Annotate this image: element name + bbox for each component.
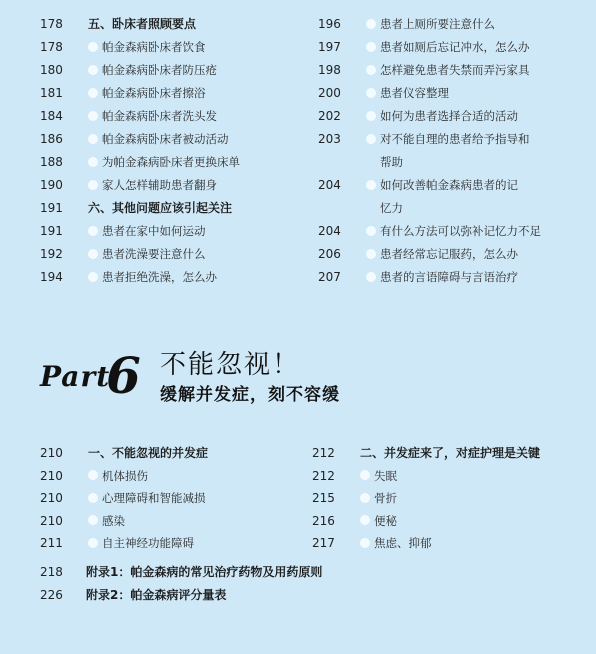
toc-section-heading (88, 197, 232, 219)
toc-entry-text: 患者洗澡要注意什么 (102, 247, 206, 261)
toc-entry-text: 感染 (102, 513, 125, 528)
toc-entry-text: 六、其他问题应该引起关注 (88, 201, 233, 215)
toc-entry-title (360, 510, 397, 532)
toc-entry-text: 患者拒绝洗澡，怎么办 (102, 270, 217, 284)
appendix-entry[interactable] (40, 584, 440, 606)
toc-entry-title (366, 174, 518, 196)
toc-entry[interactable] (312, 465, 582, 487)
toc-page-number: 203 (318, 132, 341, 146)
toc-entry[interactable] (40, 532, 310, 554)
toc-entry-title (88, 266, 217, 288)
bullet-icon (88, 134, 98, 144)
toc-entry-text: 患者经常忘记服药，怎么办 (380, 247, 518, 261)
toc-entry-text: 如何为患者选择合适的活动 (380, 109, 518, 123)
toc-entry[interactable] (312, 442, 582, 464)
toc-entry[interactable] (40, 13, 310, 35)
appendix-title: 附录1：帕金森病的常见治疗药物及用药原则 (86, 565, 323, 579)
toc-entry-title (366, 220, 541, 242)
toc-entry-text: 如何改善帕金森病患者的记 (380, 178, 518, 192)
toc-entry-title (366, 266, 518, 288)
part-title: 不能忽视！ (160, 350, 301, 380)
bullet-icon (366, 111, 376, 121)
toc-section-heading (88, 13, 196, 35)
bullet-icon (366, 249, 376, 259)
toc-entry[interactable] (40, 243, 310, 265)
toc-entry-title (88, 36, 206, 58)
part-label: Part (40, 360, 111, 393)
toc-page-number: 197 (318, 40, 341, 54)
part-subtitle: 缓解并发症，刻不容缓 (160, 385, 340, 405)
toc-page-number: 210 (40, 513, 63, 528)
toc-entry-text: 帕金森病卧床者防压疮 (102, 63, 217, 77)
toc-page-number: 212 (312, 468, 335, 483)
toc-entry-title (88, 105, 217, 127)
toc-entry-title (88, 243, 206, 265)
toc-entry-text: 机体损伤 (102, 468, 148, 483)
toc-page-number: 181 (40, 86, 63, 100)
toc-page-number: 210 (40, 468, 63, 483)
bullet-icon (88, 65, 98, 75)
toc-entry[interactable] (40, 128, 310, 150)
toc-page-number: 211 (40, 536, 63, 550)
bullet-icon (360, 515, 370, 525)
toc-entry-text: 帕金森病卧床者被动活动 (102, 132, 229, 146)
toc-entry[interactable] (318, 36, 588, 58)
toc-entry-title (366, 82, 449, 104)
toc-entry-text: 失眠 (374, 468, 397, 483)
bullet-icon (88, 538, 98, 548)
bullet-icon (366, 19, 376, 29)
bullet-icon (88, 88, 98, 98)
toc-entry[interactable] (318, 174, 588, 196)
bullet-icon (366, 226, 376, 236)
toc-entry[interactable] (40, 59, 310, 81)
toc-entry[interactable] (40, 510, 310, 532)
toc-entry[interactable] (40, 174, 310, 196)
toc-page-number: 210 (40, 446, 63, 460)
toc-page-number: 200 (318, 86, 341, 100)
toc-entry-title (88, 59, 217, 81)
toc-entry-text: 有什么方法可以弥补记忆力不足 (380, 224, 541, 238)
toc-entry-text: 患者的言语障碍与言语治疗 (380, 270, 518, 284)
toc-entry[interactable] (318, 151, 588, 173)
bullet-icon (360, 470, 370, 480)
toc-entry-title (360, 465, 397, 487)
toc-page-number: 192 (40, 247, 63, 261)
toc-entry-title (366, 59, 530, 81)
toc-entry-title (360, 487, 397, 509)
bullet-icon (366, 272, 376, 282)
toc-entry-text: 五、卧床者照顾要点 (88, 17, 197, 31)
bullet-icon (88, 226, 98, 236)
bullet-icon (88, 493, 98, 503)
toc-page-number: 178 (40, 17, 63, 31)
toc-entry-text: 怎样避免患者失禁而弄污家具 (380, 63, 530, 77)
toc-entry[interactable] (318, 197, 588, 219)
bullet-icon (88, 515, 98, 525)
toc-page-number: 204 (318, 178, 341, 192)
toc-entry-text: 焦虑、抑郁 (374, 536, 432, 550)
bullet-icon (366, 88, 376, 98)
bullet-icon (360, 493, 370, 503)
toc-entry-text: 患者仪容整理 (380, 86, 449, 100)
bullet-icon (366, 134, 376, 144)
toc-entry[interactable] (40, 442, 310, 464)
toc-page-number: 207 (318, 270, 341, 284)
toc-page-number: 216 (312, 513, 335, 528)
toc-entry-text: 帮助 (380, 155, 403, 169)
toc-entry-text: 患者在家中如何运动 (102, 224, 206, 238)
toc-page-number: 180 (40, 63, 63, 77)
toc-entry-text: 骨折 (374, 491, 397, 505)
toc-page-number: 217 (312, 536, 335, 550)
toc-entry-text: 患者如厕后忘记冲水，怎么办 (380, 40, 530, 54)
toc-entry[interactable] (40, 82, 310, 104)
bullet-icon (88, 180, 98, 190)
toc-entry-title (88, 151, 240, 173)
toc-entry-text: 一、不能忽视的并发症 (88, 446, 209, 460)
toc-entry-title (366, 151, 403, 173)
toc-entry-text: 心理障碍和智能减损 (102, 491, 206, 505)
toc-entry-text: 帕金森病卧床者擦浴 (102, 86, 206, 100)
toc-entry-title (366, 105, 518, 127)
toc-page-number: 215 (312, 491, 335, 505)
toc-entry-title (366, 243, 518, 265)
toc-entry-title (366, 13, 495, 35)
toc-page-number: 206 (318, 247, 341, 261)
bullet-icon (360, 538, 370, 548)
toc-page-number: 191 (40, 224, 63, 238)
toc-entry-title (88, 82, 206, 104)
toc-entry-title (366, 36, 530, 58)
bullet-icon (88, 249, 98, 259)
toc-entry[interactable] (40, 487, 310, 509)
toc-entry-title (88, 174, 217, 196)
toc-entry[interactable] (318, 266, 588, 288)
bullet-icon (88, 272, 98, 282)
toc-entry[interactable] (318, 82, 588, 104)
bullet-icon (88, 470, 98, 480)
toc-page-number: 204 (318, 224, 341, 238)
bullet-icon (88, 111, 98, 121)
toc-entry[interactable] (312, 532, 582, 554)
toc-entry-text: 便秘 (374, 513, 397, 528)
bullet-icon (88, 157, 98, 167)
part-number: 6 (106, 346, 141, 405)
toc-page-number: 218 (40, 565, 63, 579)
toc-entry-text: 患者上厕所要注意什么 (380, 17, 495, 31)
toc-entry[interactable] (318, 13, 588, 35)
toc-page-number: 212 (312, 446, 335, 460)
toc-entry-title (366, 128, 530, 150)
toc-page-number: 188 (40, 155, 63, 169)
bullet-icon (88, 42, 98, 52)
toc-section-heading (360, 442, 540, 464)
toc-entry-title (366, 197, 403, 219)
bullet-icon (366, 65, 376, 75)
toc-page-number: 210 (40, 491, 63, 505)
toc-entry-text: 帕金森病卧床者洗头发 (102, 109, 217, 123)
toc-entry-title (88, 532, 194, 554)
toc-entry[interactable] (40, 36, 310, 58)
toc-entry[interactable] (312, 510, 582, 532)
toc-entry[interactable] (40, 266, 310, 288)
bullet-icon (366, 42, 376, 52)
toc-entry[interactable] (312, 487, 582, 509)
toc-entry[interactable] (40, 105, 310, 127)
toc-page-number: 186 (40, 132, 63, 146)
toc-page-number: 184 (40, 109, 63, 123)
toc-page-number: 198 (318, 63, 341, 77)
toc-page-number: 194 (40, 270, 63, 284)
toc-entry[interactable] (318, 128, 588, 150)
toc-page-number: 190 (40, 178, 63, 192)
toc-entry-text: 对不能自理的患者给予指导和 (380, 132, 530, 146)
toc-entry[interactable] (318, 243, 588, 265)
toc-entry-text: 家人怎样辅助患者翻身 (102, 178, 217, 192)
toc-entry-title (88, 487, 206, 509)
toc-entry-text: 帕金森病卧床者饮食 (102, 40, 206, 54)
toc-section-heading (88, 442, 208, 464)
appendix-title: 附录2：帕金森病评分量表 (86, 588, 227, 602)
toc-entry[interactable] (40, 151, 310, 173)
toc-page-number: 226 (40, 588, 63, 602)
toc-entry-title (88, 510, 125, 532)
toc-entry[interactable] (318, 220, 588, 242)
bullet-icon (366, 180, 376, 190)
toc-page-number: 191 (40, 201, 63, 215)
toc-entry-text: 忆力 (380, 201, 403, 215)
toc-entry-title (360, 532, 432, 554)
toc-page-number: 202 (318, 109, 341, 123)
toc-entry-text: 自主神经功能障碍 (102, 536, 194, 550)
toc-entry-text: 为帕金森病卧床者更换床单 (102, 155, 240, 169)
toc-entry-text: 二、并发症来了，对症护理是关键 (360, 446, 541, 460)
toc-page-number: 178 (40, 40, 63, 54)
toc-entry[interactable] (318, 59, 588, 81)
toc-page-number: 196 (318, 17, 341, 31)
appendix-entry[interactable] (40, 561, 440, 583)
toc-entry[interactable] (40, 220, 310, 242)
toc-entry-title (88, 220, 206, 242)
toc-entry-title (88, 465, 148, 487)
toc-entry-title (88, 128, 229, 150)
toc-entry[interactable] (318, 105, 588, 127)
toc-entry[interactable] (40, 465, 310, 487)
toc-entry[interactable] (40, 197, 310, 219)
